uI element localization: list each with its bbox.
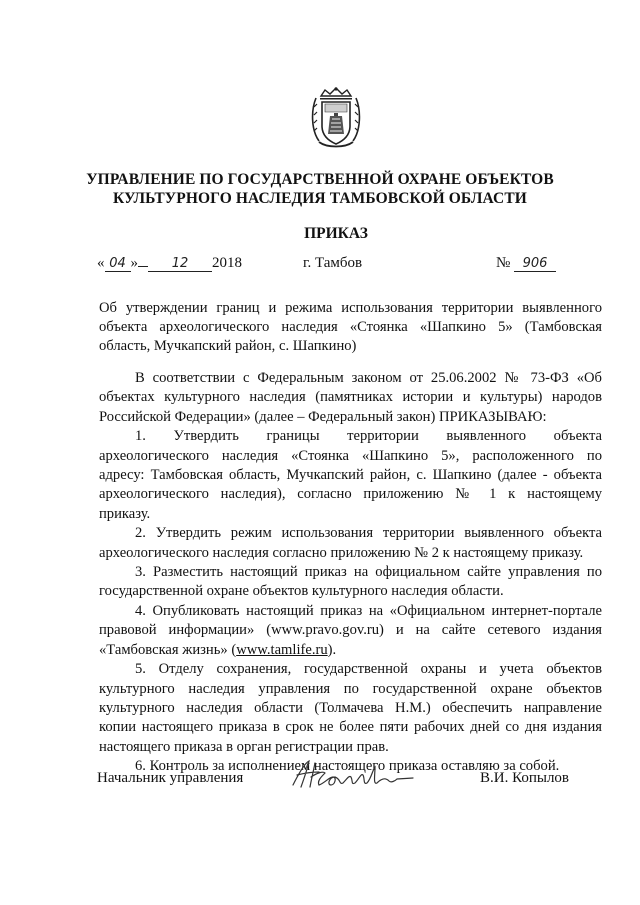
document-title: ПРИКАЗ — [304, 225, 368, 242]
date-quote-open: « — [97, 255, 105, 271]
date-day: 04 — [105, 256, 131, 272]
date-year: 2018 — [212, 255, 242, 271]
body-line: культурного наследия области (Толмачева Н.М.) обеспечить направление — [99, 699, 602, 716]
clause-4 — [99, 602, 602, 660]
date-month: 12 — [148, 256, 212, 272]
body-line: копии настоящего приказа в срок не более пяти рабочих дней со дня издания — [99, 719, 602, 736]
link-prefix: «Тамбовская жизнь» ( — [99, 641, 237, 658]
body-line: приказу. — [99, 505, 151, 522]
number-value: 906 — [514, 256, 556, 272]
preamble-paragraph — [99, 369, 602, 427]
subject-line: область, Мучкапский район, с. Шапкино) — [99, 338, 357, 354]
body-line: археологического наследия «Стоянка «Шапкино 5», расположенного по — [99, 447, 602, 464]
coat-of-arms-icon — [311, 86, 361, 150]
order-body — [99, 369, 602, 777]
body-line: археологического наследия согласно приложению № 2 к настоящему приказу. — [99, 544, 584, 561]
order-city: г. Тамбов — [303, 255, 363, 271]
body-line — [99, 641, 602, 660]
body-line: археологического наследия), согласно приложению № 1 к настоящему — [99, 486, 602, 503]
body-line: адресу: Тамбовская область, Мучкапский район, с. Шапкино (далее - объекта — [99, 467, 602, 484]
subject-line: Об утверждении границ и режима использования территории выявленного — [99, 300, 602, 316]
body-line: настоящего приказа в орган регистрации прав. — [99, 738, 389, 755]
body-line: В соответствии с Федеральным законом от 25.06.2002 № 73-ФЗ «Об — [135, 370, 602, 386]
body-line: 2. Утвердить режим использования территории выявленного объекта — [135, 525, 602, 542]
clause-3 — [99, 563, 602, 602]
body-line: 1. Утвердить границы территории выявленного объекта — [135, 428, 602, 445]
order-date — [97, 255, 242, 272]
order-number — [496, 255, 556, 272]
handwritten-signature — [285, 755, 420, 795]
order-subject — [99, 299, 602, 356]
organization-name-line2: КУЛЬТУРНОГО НАСЛЕДИЯ ТАМБОВСКОЙ ОБЛАСТИ — [113, 190, 527, 207]
signatory-position: Начальник управления — [97, 770, 244, 786]
body-line: 5. Отделу сохранения, государственной охраны и учета объектов — [135, 661, 602, 678]
body-line: правовой информации» (www.pravo.gov.ru) и на сайте сетевого издания — [99, 622, 602, 639]
body-line: культурного наследия управления по государственной охране объектов — [99, 680, 602, 697]
body-line: 6. Контроль за исполнением настоящего приказа оставляю за собой. — [135, 758, 560, 775]
clause-1 — [99, 427, 602, 524]
organization-name-line1: УПРАВЛЕНИЕ ПО ГОСУДАРСТВЕННОЙ ОХРАНЕ ОБЪЕКТОВ — [86, 171, 554, 188]
subject-line: объекта археологического наследия «Стоянка «Шапкино 5» (Тамбовская — [99, 319, 602, 335]
body-line: объектах культурного наследия (памятниках истории и культуры) народов — [99, 389, 602, 406]
body-line: 3. Разместить настоящий приказ на официальном сайте управления по — [135, 564, 602, 581]
body-line: Российской Федерации» (далее – Федеральный закон) ПРИКАЗЫВАЮ: — [99, 408, 547, 425]
clause-2 — [99, 524, 602, 563]
date-quote-close: » — [130, 255, 138, 271]
body-line: государственной охране объектов культурного наследия области. — [99, 583, 504, 600]
tamlife-link[interactable]: www.tamlife.ru — [236, 641, 328, 658]
link-suffix: ). — [327, 641, 337, 658]
body-line: 4. Опубликовать настоящий приказ на «Официальном интернет-портале — [135, 602, 602, 619]
number-sign: № — [496, 255, 511, 271]
signatory-name: В.И. Копылов — [480, 770, 570, 786]
clause-5 — [99, 660, 602, 757]
